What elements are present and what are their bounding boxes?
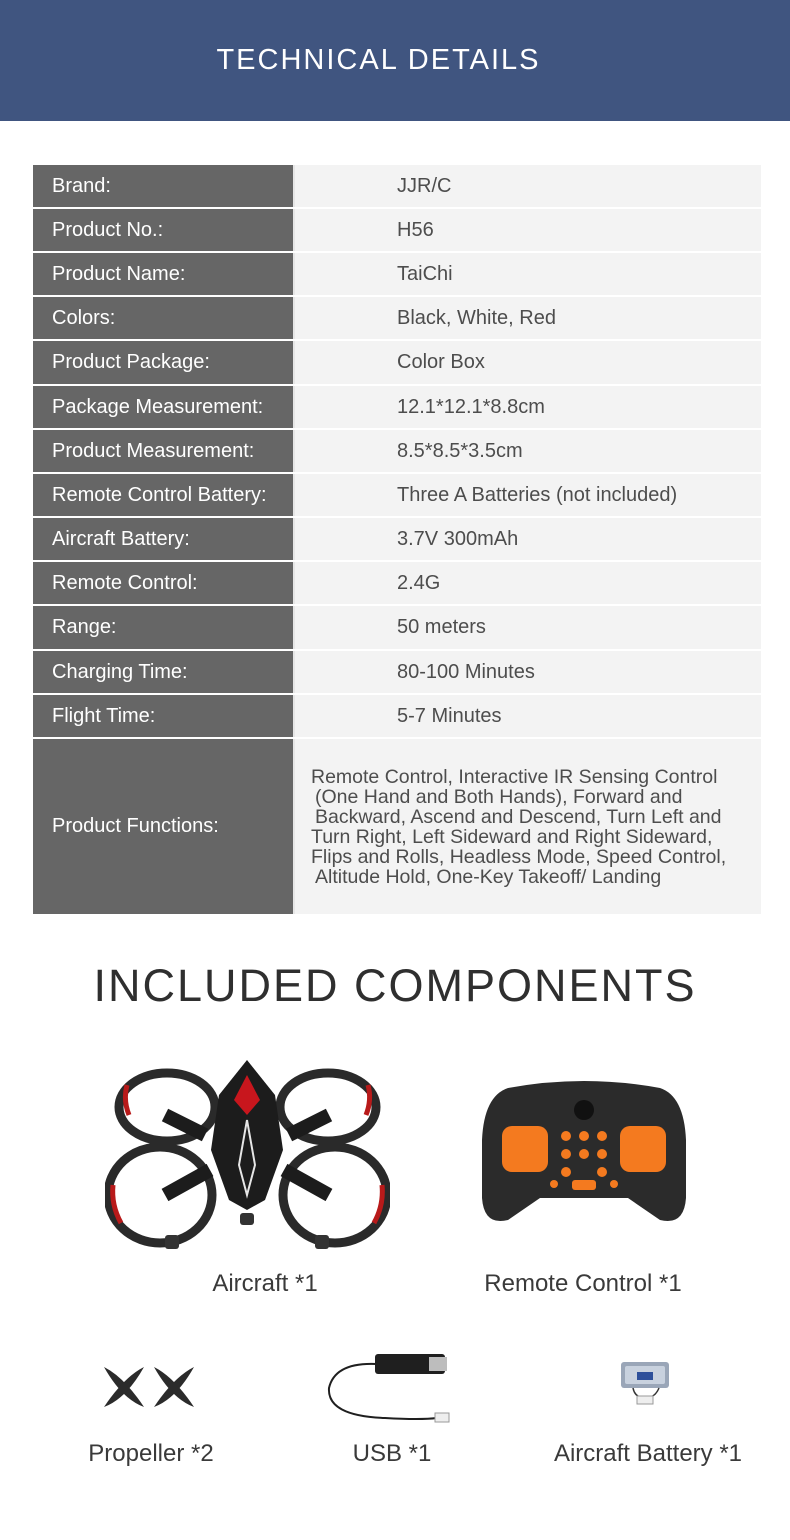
component-caption: Aircraft Battery *1 bbox=[553, 1440, 743, 1467]
header-banner bbox=[0, 0, 790, 121]
table-row bbox=[33, 651, 761, 695]
functions-line: Altitude Hold, One-Key Takeoff/ Landing bbox=[315, 865, 662, 888]
spec-value: 80-100 Minutes bbox=[295, 651, 761, 693]
table-row bbox=[33, 165, 761, 209]
table-row bbox=[33, 297, 761, 341]
spec-value: H56 bbox=[295, 209, 761, 251]
spec-label: Colors: bbox=[33, 297, 295, 339]
table-row bbox=[33, 430, 761, 474]
spec-value: JJR/C bbox=[295, 165, 761, 207]
spec-value: Color Box bbox=[295, 341, 761, 384]
table-row bbox=[33, 695, 761, 739]
table-row-functions bbox=[33, 739, 761, 914]
page-title: TECHNICAL DETAILS bbox=[216, 44, 541, 76]
spec-label: Remote Control: bbox=[33, 562, 295, 604]
component-caption: USB *1 bbox=[352, 1440, 432, 1467]
functions-text bbox=[295, 739, 761, 914]
table-row bbox=[33, 209, 761, 253]
spec-value: 3.7V 300mAh bbox=[295, 518, 761, 560]
spec-value: Three A Batteries (not included) bbox=[295, 474, 761, 516]
spec-label: Charging Time: bbox=[33, 651, 295, 693]
spec-label: Flight Time: bbox=[33, 695, 295, 737]
spec-value: 5-7 Minutes bbox=[295, 695, 761, 737]
spec-value: 2.4G bbox=[295, 562, 761, 604]
spec-value: Black, White, Red bbox=[295, 297, 761, 339]
spec-label: Package Measurement: bbox=[33, 386, 295, 428]
table-row bbox=[33, 474, 761, 518]
spec-table bbox=[33, 165, 761, 914]
remote-control-icon bbox=[478, 1080, 690, 1228]
spec-value: TaiChi bbox=[295, 253, 761, 295]
spec-label: Product Package: bbox=[33, 341, 295, 384]
table-row bbox=[33, 606, 761, 651]
spec-value: 12.1*12.1*8.8cm bbox=[295, 386, 761, 428]
spec-value: 8.5*8.5*3.5cm bbox=[295, 430, 761, 472]
table-row bbox=[33, 518, 761, 562]
spec-label: Brand: bbox=[33, 165, 295, 207]
component-caption: Aircraft *1 bbox=[212, 1270, 318, 1297]
spec-label: Product No.: bbox=[33, 209, 295, 251]
spec-label: Range: bbox=[33, 606, 295, 649]
section-title: INCLUDED COMPONENTS bbox=[93, 960, 697, 1011]
component-caption: Remote Control *1 bbox=[484, 1270, 682, 1297]
functions-line: Turn Right, Left Sideward and Right Sideward, bbox=[311, 825, 713, 848]
propeller-icon bbox=[100, 1363, 200, 1413]
usb-cable-icon bbox=[325, 1352, 455, 1427]
table-row bbox=[33, 341, 761, 386]
spec-label: Product Name: bbox=[33, 253, 295, 295]
table-row bbox=[33, 386, 761, 430]
component-caption: Propeller *2 bbox=[88, 1440, 214, 1467]
functions-line: (One Hand and Both Hands), Forward and bbox=[315, 785, 683, 808]
functions-line: Backward, Ascend and Descend, Turn Left and bbox=[315, 805, 722, 828]
spec-label: Product Functions: bbox=[33, 739, 295, 914]
spec-label: Aircraft Battery: bbox=[33, 518, 295, 560]
battery-icon bbox=[615, 1358, 675, 1406]
spec-label: Product Measurement: bbox=[33, 430, 295, 472]
drone-icon bbox=[105, 1055, 390, 1255]
spec-label: Remote Control Battery: bbox=[33, 474, 295, 516]
spec-value: 50 meters bbox=[295, 606, 761, 649]
table-row bbox=[33, 253, 761, 297]
functions-line: Remote Control, Interactive IR Sensing Control bbox=[311, 765, 718, 788]
table-row bbox=[33, 562, 761, 606]
functions-line: Flips and Rolls, Headless Mode, Speed Control, bbox=[311, 845, 727, 868]
